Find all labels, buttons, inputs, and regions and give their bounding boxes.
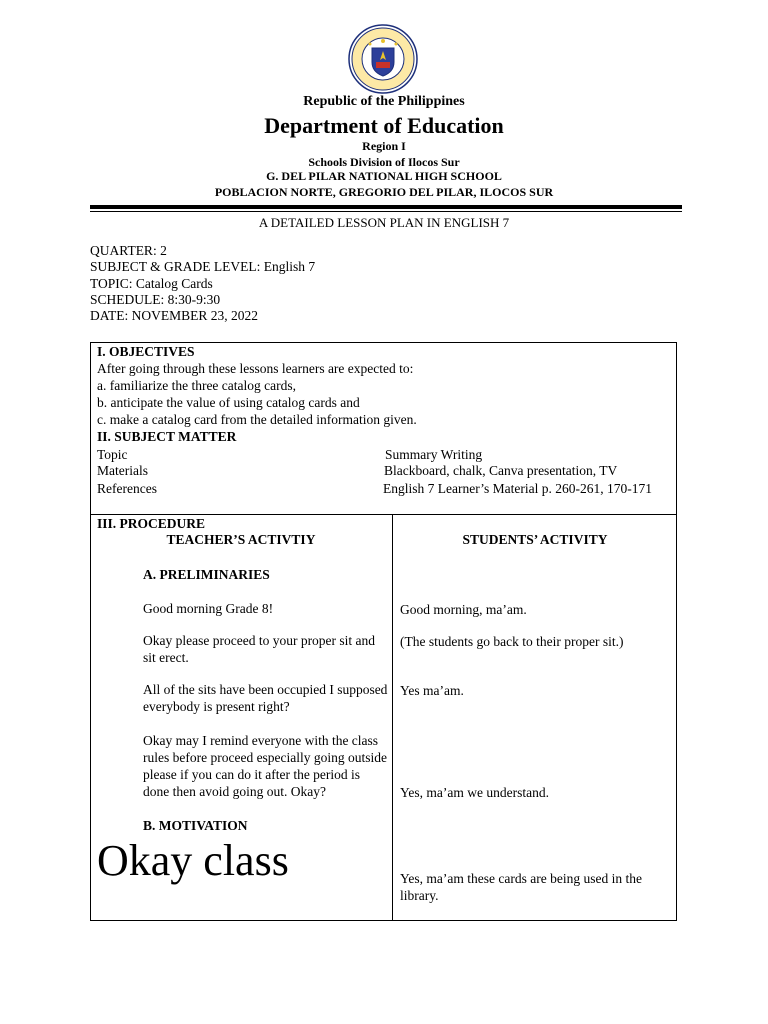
student-line: Yes, ma’am these cards are being used in the library. [400, 871, 642, 903]
objective-item: a. familiarize the three catalog cards, [97, 378, 297, 393]
objectives-heading: I. OBJECTIVES [97, 344, 195, 359]
student-line: Yes ma’am. [400, 683, 464, 698]
motivation-heading: B. MOTIVATION [143, 818, 248, 833]
division-heading: Schools Division of Ilocos Sur [308, 155, 460, 169]
subject-matter-label: Topic [97, 447, 128, 462]
header-rule-thick [90, 205, 682, 209]
objective-item: c. make a catalog card from the detailed information given. [97, 412, 417, 427]
subject-matter-value: Summary Writing [385, 447, 483, 462]
school-heading: G. DEL PILAR NATIONAL HIGH SCHOOL [266, 169, 502, 183]
deped-seal [348, 24, 418, 94]
topic-line: TOPIC: Catalog Cards [90, 275, 213, 291]
procedure-heading: III. PROCEDURE [97, 516, 206, 531]
teacher-activity-heading: TEACHER’S ACTIVTIY [166, 532, 316, 547]
republic-heading: Republic of the Philippines [303, 94, 465, 109]
teacher-line: Okay please proceed to your proper sit and sit erect. [143, 633, 376, 665]
student-line: Yes, ma’am we understand. [400, 785, 549, 800]
subject-matter-value: English 7 Learner’s Material p. 260-261, 170-171 [383, 481, 652, 496]
subject-line: SUBJECT & GRADE LEVEL: English 7 [90, 259, 316, 275]
teacher-line: All of the sits have been occupied I supposed everybody is present right? [143, 682, 388, 714]
preliminaries-heading: A. PRELIMINARIES [143, 567, 270, 582]
column-divider [392, 514, 393, 921]
subject-matter-label: Materials [97, 463, 148, 478]
subject-matter-label: References [97, 481, 157, 496]
schedule-line: SCHEDULE: 8:30-9:30 [90, 291, 221, 307]
teacher-line: Good morning Grade 8! [143, 601, 274, 616]
subject-matter-value: Blackboard, chalk, Canva presentation, TV [384, 463, 618, 478]
student-line: Good morning, ma’am. [400, 602, 527, 617]
header-rule-thin [90, 211, 682, 212]
quarter-line: QUARTER: 2 [90, 243, 167, 258]
overlay-large-text: Okay class [97, 836, 289, 885]
lesson-info [90, 243, 315, 324]
objectives-intro: After going through these lessons learners are expected to: [97, 361, 414, 376]
department-heading: Department of Education [264, 113, 504, 138]
objective-item: b. anticipate the value of using catalog cards and [97, 395, 360, 410]
teacher-line: Okay may I remind everyone with the class rules before proceed especially going outside please if you can do it after the period is done then avoid going out. Okay? [143, 733, 388, 799]
subject-matter-heading: II. SUBJECT MATTER [97, 429, 237, 444]
date-line: DATE: NOVEMBER 23, 2022 [90, 308, 258, 324]
lesson-plan-title: A DETAILED LESSON PLAN IN ENGLISH 7 [258, 215, 510, 230]
region-heading: Region I [362, 139, 406, 153]
students-activity-heading: STUDENTS’ ACTIVITY [462, 532, 608, 547]
address-heading: POBLACION NORTE, GREGORIO DEL PILAR, ILOCOS SUR [214, 185, 554, 199]
student-line: (The students go back to their proper sit.) [400, 634, 624, 649]
